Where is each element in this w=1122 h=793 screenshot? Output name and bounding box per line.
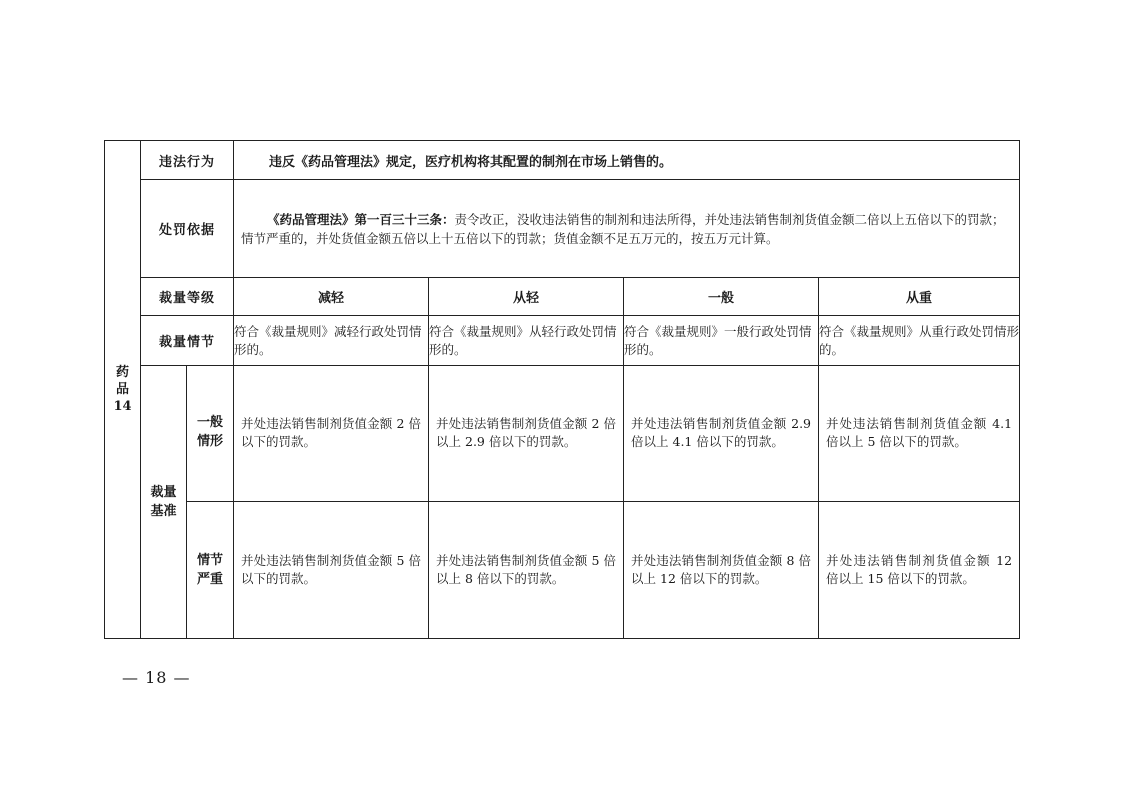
general-case-label bbox=[187, 366, 234, 502]
serious-label-line2: 严重 bbox=[197, 572, 224, 587]
circumstance-mitigated: 符合《裁量规则》减轻行政处罚情形的。 bbox=[234, 316, 429, 366]
basis-label: 处罚依据 bbox=[141, 180, 234, 278]
circumstances-label: 裁量情节 bbox=[141, 316, 234, 366]
circumstance-lenient: 符合《裁量规则》从轻行政处罚情形的。 bbox=[429, 316, 624, 366]
level-general: 一般 bbox=[624, 278, 819, 316]
basis-law-ref: 《药品管理法》第一百三十三条： bbox=[267, 211, 455, 227]
basis-text: 责令改正，没收违法销售的制剂和违法所得，并处违法销售制剂货值金额二倍以上五倍以下的罚款；情节严重的，并处货值金额五倍以上十五倍以下的罚款；货值金额不足五万元的，按五万元计算。 bbox=[241, 211, 1005, 246]
level-lenient: 从轻 bbox=[429, 278, 624, 316]
violation-text: 违反《药品管理法》规定，医疗机构将其配置的制剂在市场上销售的。 bbox=[234, 141, 1020, 180]
level-mitigated: 减轻 bbox=[234, 278, 429, 316]
serious-standard-general: 并处违法销售制剂货值金额 8 倍以上 12 倍以下的罚款。 bbox=[624, 502, 819, 639]
category-cell bbox=[105, 141, 141, 639]
serious-standard-severe: 并处违法销售制剂货值金额 12 倍以上 15 倍以下的罚款。 bbox=[819, 502, 1020, 639]
serious-standard-lenient: 并处违法销售制剂货值金额 5 倍以上 8 倍以下的罚款。 bbox=[429, 502, 624, 639]
general-standard-general: 并处违法销售制剂货值金额 2.9 倍以上 4.1 倍以下的罚款。 bbox=[624, 366, 819, 502]
violation-label: 违法行为 bbox=[141, 141, 234, 180]
category-line2: 品 bbox=[115, 382, 129, 397]
general-standard-severe: 并处违法销售制剂货值金额 4.1 倍以上 5 倍以下的罚款。 bbox=[819, 366, 1020, 502]
circumstance-severe: 符合《裁量规则》从重行政处罚情形的。 bbox=[819, 316, 1020, 366]
general-label-line1: 一般 bbox=[197, 415, 224, 430]
general-standard-mitigated: 并处违法销售制剂货值金额 2 倍以下的罚款。 bbox=[234, 366, 429, 502]
standard-label-line2: 基准 bbox=[150, 504, 177, 519]
serious-case-label bbox=[187, 502, 234, 639]
page-number: — 18 — bbox=[122, 668, 191, 687]
serious-standard-mitigated: 并处违法销售制剂货值金额 5 倍以下的罚款。 bbox=[234, 502, 429, 639]
basis-cell bbox=[234, 180, 1020, 278]
circumstance-general: 符合《裁量规则》一般行政处罚情形的。 bbox=[624, 316, 819, 366]
general-label-line2: 情形 bbox=[197, 434, 224, 449]
levels-label: 裁量等级 bbox=[141, 278, 234, 316]
serious-label-line1: 情节 bbox=[197, 553, 224, 568]
standard-label-line1: 裁量 bbox=[150, 485, 177, 500]
penalty-table bbox=[104, 140, 1020, 639]
category-number: 14 bbox=[113, 399, 132, 414]
general-standard-lenient: 并处违法销售制剂货值金额 2 倍以上 2.9 倍以下的罚款。 bbox=[429, 366, 624, 502]
level-severe: 从重 bbox=[819, 278, 1020, 316]
standard-label bbox=[141, 366, 187, 639]
category-line1: 药 bbox=[115, 365, 129, 380]
